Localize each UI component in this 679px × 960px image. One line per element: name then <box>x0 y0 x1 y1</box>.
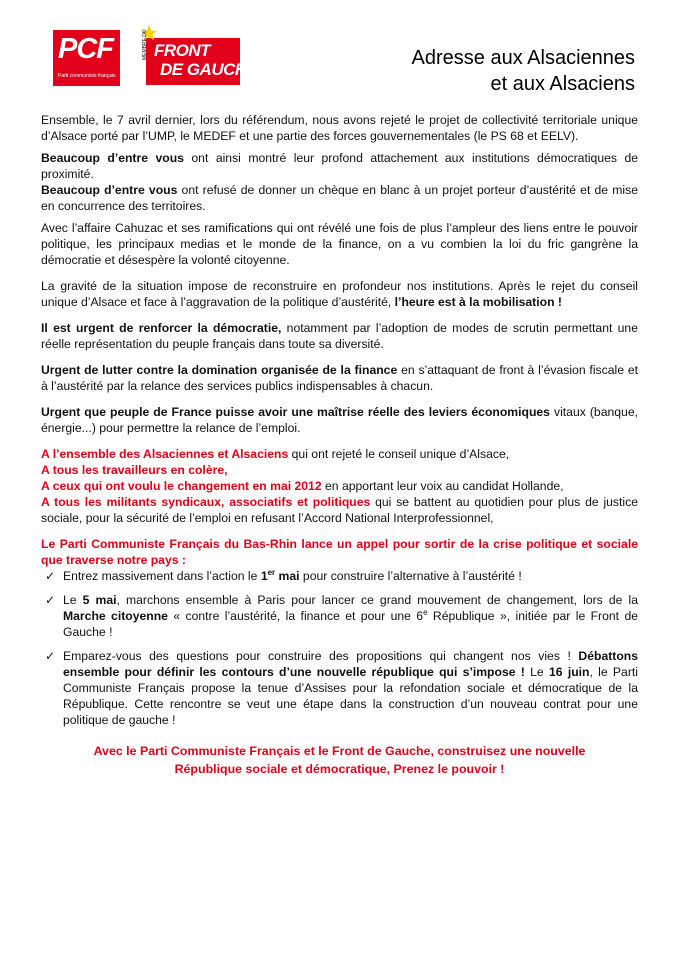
paragraph-finance <box>41 362 638 394</box>
appeal-line <box>41 446 638 462</box>
text: ont refusé de donner un chèque en blanc à un projet porteur d’austérité et de mise en concurrence des territoires. <box>41 183 639 213</box>
emphasis: 16 juin <box>548 665 590 679</box>
paragraph-attachment <box>41 150 638 182</box>
checklist-item-mayday <box>41 568 638 584</box>
emphasis: Il est urgent de renforcer la démocratie, <box>41 321 282 335</box>
title-line2: et aux Alsaciens <box>490 73 635 95</box>
emphasis: Urgent que peuple de France puisse avoir une maîtrise réelle des leviers économiques <box>41 405 550 419</box>
appeal-line <box>41 494 638 526</box>
closing-call <box>41 742 638 778</box>
text: vitaux (banque, énergie...) pour permettre la relance de l’emploi. <box>41 405 638 435</box>
appeal-line <box>41 478 638 494</box>
appeal-list <box>41 446 638 526</box>
title-line1: Adresse aux Alsaciennes <box>411 47 635 69</box>
text: Emparez-vous des questions pour construire des propositions qui changent nos vies ! <box>63 649 571 663</box>
checkmark-icon: ✓ <box>45 593 56 607</box>
text: qui ont rejeté le conseil unique d’Alsace, <box>288 447 510 461</box>
page-title <box>412 45 635 97</box>
appeal-line <box>41 462 638 478</box>
pcf-logo-text: PCF <box>58 33 113 65</box>
letter-body <box>41 112 638 778</box>
emphasis: 5 mai <box>82 593 117 607</box>
text: pour construire l’alternative à l’austérité ! <box>299 569 522 583</box>
paragraph-mobilisation <box>41 278 638 310</box>
fdg-membre-label: MEMBRE DU <box>142 29 148 60</box>
front-de-gauche-logo <box>142 29 258 85</box>
paragraph-democracy <box>41 320 638 352</box>
text: Le <box>63 593 83 607</box>
checkmark-icon: ✓ <box>45 569 56 583</box>
fdg-logo-line2: DE GAUCHE <box>160 60 258 79</box>
checkmark-icon: ✓ <box>45 649 56 663</box>
text: qui se battent au quotidien pour plus de justice sociale, pour la sécurité de l’emploi en refusant l’Accord National Interprofessionnel, <box>41 495 638 525</box>
paragraph-cahuzac: Avec l’affaire Cahuzac et ses ramifications qui ont révélé une fois de plus l’ampleur des liens entre le pouvoir politique, les principaux medias et le monde de la finance, on a vu combien la loi du fric gangrène la démocratie et désespère la volonté citoyenne. <box>41 221 638 267</box>
checklist-item-march <box>41 592 638 640</box>
text: « contre l’austérité, la finance et pour une 6 <box>167 609 424 623</box>
text: en s’attaquant de front à l’évasion fiscale et à l’austérité par la relance des services publics indispensables à chacun. <box>41 363 638 393</box>
text: ont ainsi montré leur profond attachement aux institutions démocratiques de proximité. <box>41 151 639 181</box>
paragraph-referendum: Ensemble, le 7 avril dernier, lors du référendum, nous avons rejeté le projet de collectivité territoriale unique d’Alsace porté par l’UMP, le MEDEF et une partie des forces gouvernementales (le PS 68 et EELV). <box>41 113 638 143</box>
appeal-highlight: A ceux qui ont voulu le changement en mai 2012 <box>41 479 322 493</box>
pcf-logo-subtitle: Parti communiste français <box>58 73 116 79</box>
call-heading: Le Parti Communiste Français du Bas-Rhin lance un appel pour sortir de la crise politique et sociale que traverse notre pays : <box>41 537 638 567</box>
text: en apportant leur voix au candidat Hollande, <box>321 479 564 493</box>
superscript: e <box>423 607 428 617</box>
paragraph-refusal <box>41 182 638 214</box>
emphasis: Beaucoup d’entre vous <box>41 151 184 165</box>
pcf-logo <box>53 30 120 86</box>
emphasis: Marche citoyenne <box>63 609 168 623</box>
closing-line2: République sociale et démocratique, Prenez le pouvoir ! <box>174 762 505 776</box>
emphasis: l’heure est à la mobilisation ! <box>394 295 562 309</box>
fdg-logo-line1: FRONT <box>154 41 211 60</box>
text: Entrez massivement dans l’action le <box>63 569 261 583</box>
text: République », initiée par le Front de Gauche ! <box>63 609 638 639</box>
appeal-highlight: A l’ensemble des Alsaciennes et Alsaciens <box>41 447 289 461</box>
text: La gravité de la situation impose de reconstruire en profondeur nos institutions. Après le rejet du conseil unique d’Alsace et face à l’aggravation de la politique d’austérité, <box>41 279 638 309</box>
text: , marchons ensemble à Paris pour lancer ce grand mouvement de changement, lors de la <box>116 593 638 607</box>
paragraph-economy <box>41 404 638 436</box>
emphasis: Débattons ensemble pour définir les contours d’une nouvelle république qui s’impose ! <box>63 649 639 679</box>
checklist-item-assises <box>41 648 638 728</box>
appeal-highlight: A tous les travailleurs en colère, <box>41 463 228 477</box>
superscript: er <box>267 567 276 577</box>
text: Le <box>530 665 549 679</box>
emphasis: Urgent de lutter contre la domination organisée de la finance <box>41 363 398 377</box>
emphasis: 1 <box>260 569 268 583</box>
emphasis: Beaucoup d’entre vous <box>41 183 178 197</box>
text: , le Parti Communiste Français propose la tenue d’Assises pour la refondation sociale et démocratique de la République. Cette rencontre se veut une étape dans la construction d’un nouveau contrat pour une politique de gauche ! <box>63 665 638 727</box>
closing-line1: Avec le Parti Communiste Français et le Front de Gauche, construisez une nouvelle <box>93 744 586 758</box>
appeal-highlight: A tous les militants syndicaux, associatifs et politiques <box>41 495 371 509</box>
text: notamment par l’adoption de modes de scrutin permettant une réelle représentation du peuple français dans toute sa diversité. <box>41 321 638 351</box>
emphasis: mai <box>275 569 300 583</box>
